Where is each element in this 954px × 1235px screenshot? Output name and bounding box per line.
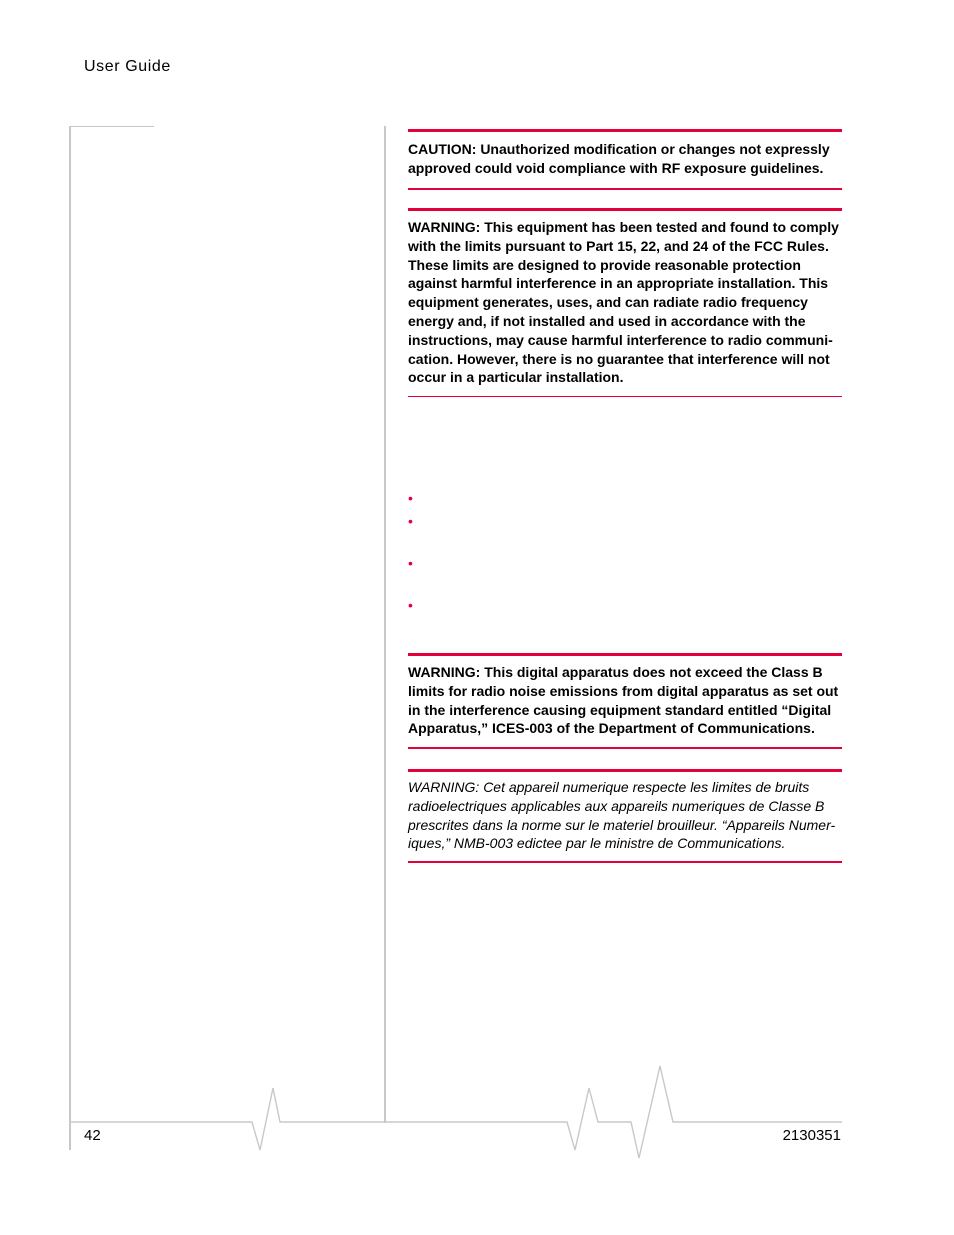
ices-warning-text: WARNING: This digital apparatus does not exceed the Class B limits for radio noise emissions from digital apparatus as set out in the interference causing equipment standard entitled “Digital Apparatus,” ICES-003 of the Department of Communications. bbox=[408, 664, 839, 737]
nmb-warning-text: WARNING: Cet appareil numerique respecte les limites de bruits radioelectriques applicables aux appareils numeriques de Classe B prescrites dans la norme sur le materiel brouilleur. “Appareils Numer-iques,” NMB-003 edictee par le ministre de Communications. bbox=[408, 779, 836, 852]
bullet-marker: • bbox=[408, 490, 413, 506]
document-number: 2130351 bbox=[782, 1127, 841, 1144]
bullet-marker: • bbox=[408, 513, 413, 529]
caution-text: CAUTION: Unauthorized modification or changes not expressly approved could void compliance with RF exposure guidelines. bbox=[408, 141, 830, 176]
fcc-warning-text: WARNING: This equipment has been tested and found to comply with the limits pursuant to Part 15, 22, and 24 of the FCC Rules. These limits are designed to provide reasonable protection against harmful interference in an appropriate installation. This equipment generates, uses, and can radiate radio frequency energy and, if not installed and used in accordance with the instructions, may cause harmful interference to radio communi-cation. However, there is no guarantee that interference will not occur in a particular installation. bbox=[408, 219, 839, 386]
bullet-marker: • bbox=[408, 555, 413, 571]
bullet-marker: • bbox=[408, 597, 413, 613]
page-number: 42 bbox=[84, 1127, 101, 1144]
running-header: User Guide bbox=[84, 58, 171, 75]
footer-pulse-line bbox=[69, 1066, 842, 1158]
